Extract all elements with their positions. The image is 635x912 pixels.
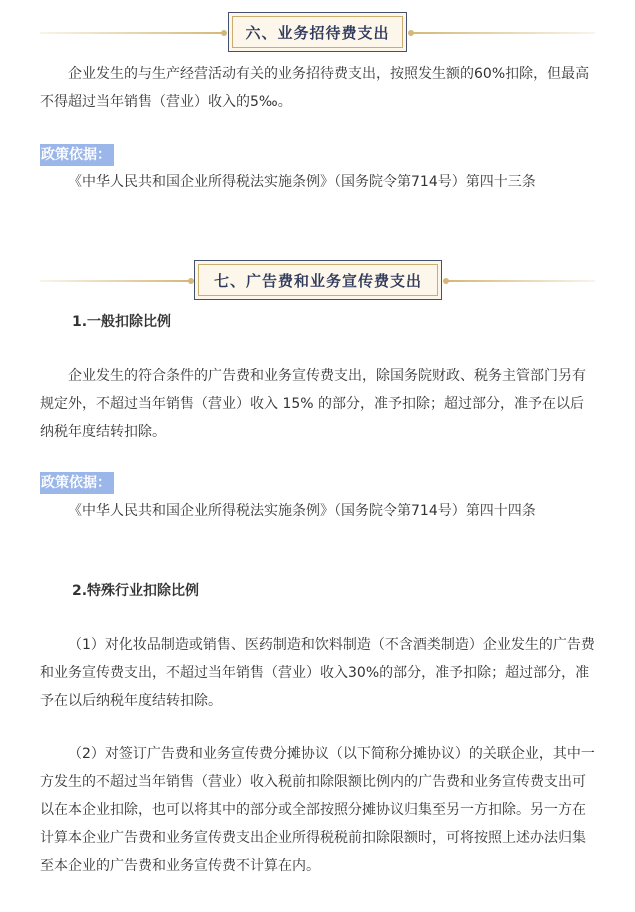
section-6-title: 六、业务招待费支出 bbox=[228, 12, 407, 52]
subsection-2-title: 2.特殊行业扣除比例 bbox=[72, 583, 200, 599]
subsection-2-item-1: （1）对化妆品制造或销售、医药制造和饮料制造（不含酒类制造）企业发生的广告费和业务宣传费支出，不超过当年销售（营业）收入30%的部分，准予扣除；超过部分，准予在以后纳税年度结转扣除。 bbox=[40, 637, 595, 709]
header-divider-left bbox=[40, 280, 190, 282]
header-divider-right bbox=[412, 32, 595, 34]
section-6-policy-text: 《中华人民共和国企业所得税法实施条例》（国务院令第714号）第四十三条 bbox=[68, 174, 536, 190]
section-7-policy-text: 《中华人民共和国企业所得税法实施条例》（国务院令第714号）第四十四条 bbox=[68, 503, 536, 519]
section-7-header bbox=[40, 260, 595, 302]
section-7-title: 七、广告费和业务宣传费支出 bbox=[194, 260, 442, 300]
subsection-1-title: 1.一般扣除比例 bbox=[72, 314, 172, 330]
header-divider-right bbox=[448, 280, 595, 282]
policy-basis-label: 政策依据： bbox=[40, 472, 114, 494]
section-6-body: 企业发生的与生产经营活动有关的业务招待费支出，按照发生额的60%扣除，但最高不得超过当年销售（营业）收入的5‰。 bbox=[40, 66, 590, 110]
header-ornament-dot bbox=[221, 30, 227, 36]
policy-basis-label: 政策依据： bbox=[40, 144, 114, 166]
header-divider-left bbox=[40, 32, 223, 34]
subsection-1-body: 企业发生的符合条件的广告费和业务宣传费支出，除国务院财政、税务主管部门另有规定外，不超过当年销售（营业）收入 15% 的部分，准予扣除；超过部分，准予在以后纳税年度结转扣除。 bbox=[40, 368, 586, 440]
subsection-2-item-2: （2）对签订广告费和业务宣传费分摊协议（以下简称分摊协议）的关联企业，其中一方发生的不超过当年销售（营业）收入税前扣除限额比例内的广告费和业务宣传费支出可以在本企业扣除，也可以将其中的部分或全部按照分摊协议归集至另一方扣除。另一方在计算本企业广告费和业务宣传费支出企业所得税税前扣除限额时，可将按照上述办法归集至本企业的广告费和业务宣传费不计算在内。 bbox=[40, 746, 595, 874]
section-6-header bbox=[40, 12, 595, 54]
